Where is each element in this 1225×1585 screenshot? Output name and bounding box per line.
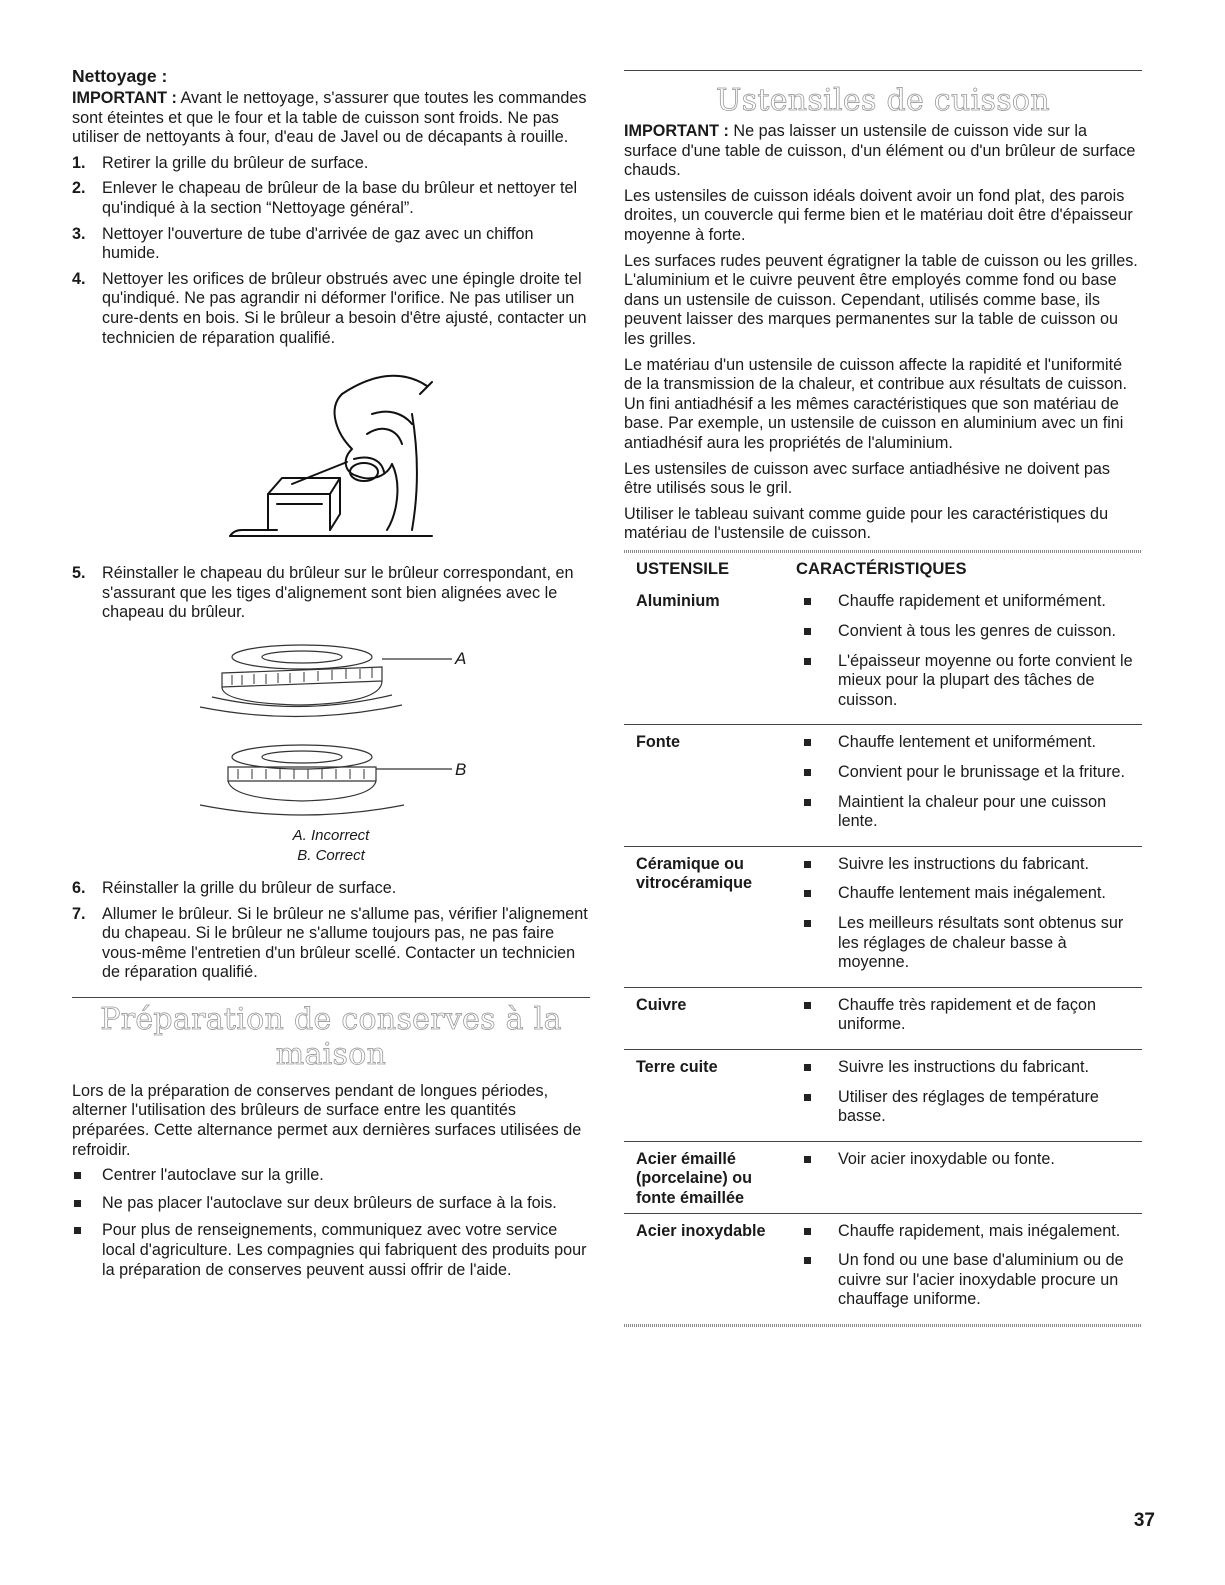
step-number: 3. xyxy=(72,224,86,243)
important-text: Ne pas laisser un ustensile de cuisson vide sur la surface d'une table de cuisson, d'un élément ou d'un brûleur de surface chauds. xyxy=(624,122,1136,180)
important-text: Avant le nettoyage, s'assurer que toutes les commandes sont éteintes et que le four et la table de cuisson sont froids. Ne pas utiliser de nettoyants à four, d'eau de Javel ou de décapants à rouille. xyxy=(72,89,587,147)
cookware-paragraph: Les ustensiles de cuisson avec surface antiadhésive ne doivent pas être utilisés sous le gril. xyxy=(624,459,1110,498)
table-row xyxy=(624,987,1142,1049)
step-item xyxy=(72,154,590,174)
canning-intro: Lors de la préparation de conserves pendant de longues périodes, alterner l'utilisation des brûleurs de surface entre les quantités préparées. Cette alternance permet aux dernières surfaces utilisées de refroidir. xyxy=(72,1081,582,1159)
burner-cap-icon xyxy=(72,629,590,839)
material-cell: Acier émaillé (porcelaine) ou fonte émaillée xyxy=(624,1141,796,1213)
cookware-table xyxy=(624,553,1142,1324)
caption-a: A. Incorrect xyxy=(292,826,370,844)
trait-item: Utiliser des réglages de température basse. xyxy=(796,1088,1142,1127)
cleaning-steps-end xyxy=(72,879,590,983)
traits-cell xyxy=(796,1141,1142,1213)
canning-bullet: Ne pas placer l'autoclave sur deux brûleurs de surface à la fois. xyxy=(72,1194,590,1214)
canning-bullets xyxy=(72,1166,590,1280)
step-number: 7. xyxy=(72,904,86,923)
material-cell: Fonte xyxy=(624,725,796,846)
table-row xyxy=(624,1213,1142,1324)
trait-item: L'épaisseur moyenne ou forte convient le mieux pour la plupart des tâches de cuisson. xyxy=(796,652,1142,711)
cookware-paragraph: Utiliser le tableau suivant comme guide pour les caractéristiques du matériau de l'ustensile de cuisson. xyxy=(624,504,1109,543)
step-text: Nettoyer les orifices de brûleur obstrués avec une épingle droite tel qu'indiqué. Ne pas agrandir ni déformer l'orifice. Ne pas utiliser un cure-dents en bois. Si le brûleur a besoin d'être ajusté, contacter un technicien de réparation qualifié. xyxy=(102,269,587,347)
figure-label-a: A xyxy=(455,648,467,668)
trait-item: Chauffe lentement mais inégalement. xyxy=(796,884,1142,904)
page-number: 37 xyxy=(1133,1510,1155,1531)
canning-bullet: Centrer l'autoclave sur la grille. xyxy=(72,1166,590,1186)
trait-item: Un fond ou une base d'aluminium ou de cuivre sur l'acier inoxydable procure un chauffage uniforme. xyxy=(796,1251,1142,1310)
trait-item: Convient à tous les genres de cuisson. xyxy=(796,622,1142,642)
table-row xyxy=(624,1141,1142,1213)
step-item xyxy=(72,905,590,983)
table-row xyxy=(624,725,1142,846)
step-item xyxy=(72,564,590,623)
table-row xyxy=(624,846,1142,987)
cookware-paragraph: Le matériau d'un ustensile de cuisson affecte la rapidité et l'uniformité de la transmission de la chaleur, et contribue aux résultats de cuisson. Un fini antiadhésif a les mêmes caractéristiques que son matériau de base. Par exemple, un ustensile de cuisson en aluminium avec un fini antiadhésif aura les propriétés de l'aluminium. xyxy=(624,355,1127,452)
trait-item: Suivre les instructions du fabricant. xyxy=(796,1058,1142,1078)
traits-cell xyxy=(796,1213,1142,1324)
cleaning-title: Nettoyage : xyxy=(72,66,168,86)
traits-cell xyxy=(796,987,1142,1049)
cookware-paragraphs xyxy=(624,187,1142,544)
material-cell: Terre cuite xyxy=(624,1049,796,1141)
canning-bullet: Pour plus de renseignements, communiquez avec votre service local d'agriculture. Les compagnies qui fabriquent des produits pour la préparation de conserves peuvent aussi offrir de l'aide. xyxy=(72,1221,590,1280)
figure-label-b: B xyxy=(455,759,467,779)
table-row xyxy=(624,1049,1142,1141)
step-text: Enlever le chapeau de brûleur de la base du brûleur et nettoyer tel qu'indiqué à la section “Nettoyage général”. xyxy=(102,179,578,217)
step-item xyxy=(72,179,590,218)
traits-cell xyxy=(796,1049,1142,1141)
traits-cell xyxy=(796,584,1142,724)
step-text: Réinstaller la grille du brûleur de surface. xyxy=(102,878,397,897)
table-row xyxy=(624,584,1142,724)
table-header-material: USTENSILE xyxy=(636,558,730,578)
cleaning-steps xyxy=(72,154,590,348)
material-cell: Acier inoxydable xyxy=(624,1213,796,1324)
trait-item: Chauffe rapidement et uniformément. xyxy=(796,592,1142,612)
trait-item: Maintient la chaleur pour une cuisson lente. xyxy=(796,793,1142,832)
section-divider xyxy=(72,997,590,998)
traits-cell xyxy=(796,846,1142,987)
burner-cleaning-illustration xyxy=(72,354,590,564)
step-item xyxy=(72,225,590,264)
cleaning-steps-cont xyxy=(72,564,590,623)
trait-item: Voir acier inoxydable ou fonte. xyxy=(796,1150,1142,1170)
trait-item: Chauffe rapidement, mais inégalement. xyxy=(796,1222,1142,1242)
step-item xyxy=(72,879,590,899)
step-number: 2. xyxy=(72,179,86,198)
material-cell: Cuivre xyxy=(624,987,796,1049)
step-text: Allumer le brûleur. Si le brûleur ne s'allume pas, vérifier l'alignement du chapeau. Si le brûleur ne s'allume toujours pas, ne pas faire vous-même l'entretien d'un brûleur scellé. Contacter un technicien de réparation qualifié. xyxy=(102,904,588,982)
step-text: Retirer la grille du brûleur de surface. xyxy=(102,153,369,172)
material-cell: Aluminium xyxy=(636,592,720,611)
cookware-title: Ustensiles de cuisson xyxy=(716,83,1050,118)
step-text: Réinstaller le chapeau du brûleur sur le brûleur correspondant, en s'assurant que les tiges d'alignement sont bien alignées avec le chapeau du brûleur. xyxy=(102,564,574,622)
table-bottom-rule xyxy=(624,1324,1142,1327)
cookware-paragraph: Les surfaces rudes peuvent égratigner la table de cuisson ou les grilles. L'aluminium et le cuivre peuvent être employés comme fond ou base dans un ustensile de cuisson. Cependant, utilisés comme base, ils peuvent laisser des marques permanentes sur la table de cuisson ou les grilles. xyxy=(624,251,1138,348)
step-number: 1. xyxy=(72,153,86,172)
traits-cell xyxy=(796,725,1142,846)
step-item xyxy=(72,270,590,348)
material-cell: Céramique ou vitrocéramique xyxy=(624,846,796,987)
trait-item: Suivre les instructions du fabricant. xyxy=(796,855,1142,875)
step-number: 5. xyxy=(72,564,86,583)
canning-title: Préparation de conserves à la maison xyxy=(100,1001,562,1072)
cookware-important xyxy=(624,122,1142,181)
step-text: Nettoyer l'ouverture de tube d'arrivée de gaz avec un chiffon humide. xyxy=(102,224,534,263)
section-divider xyxy=(624,70,1142,71)
important-label: IMPORTANT : xyxy=(72,89,177,107)
trait-item: Les meilleurs résultats sont obtenus sur les réglages de chaleur basse à moyenne. xyxy=(796,914,1142,973)
important-label: IMPORTANT : xyxy=(624,122,729,140)
caption-b: B. Correct xyxy=(297,846,365,864)
burner-cap-figure xyxy=(72,629,590,879)
step-number: 6. xyxy=(72,878,86,897)
step-number: 4. xyxy=(72,269,86,288)
table-header-traits: CARACTÉRISTIQUES xyxy=(796,558,967,578)
trait-item: Chauffe lentement et uniformément. xyxy=(796,733,1142,753)
trait-item: Chauffe très rapidement et de façon uniforme. xyxy=(796,996,1142,1035)
right-column xyxy=(624,66,1142,1327)
hand-pin-icon xyxy=(72,354,590,564)
cookware-paragraph: Les ustensiles de cuisson idéals doivent avoir un fond plat, des parois droites, un couvercle qui ferme bien et le matériau doit être d'épaisseur moyenne à forte. xyxy=(624,186,1133,244)
cleaning-important xyxy=(72,89,590,148)
left-column xyxy=(72,66,590,1288)
trait-item: Convient pour le brunissage et la friture. xyxy=(796,763,1142,783)
